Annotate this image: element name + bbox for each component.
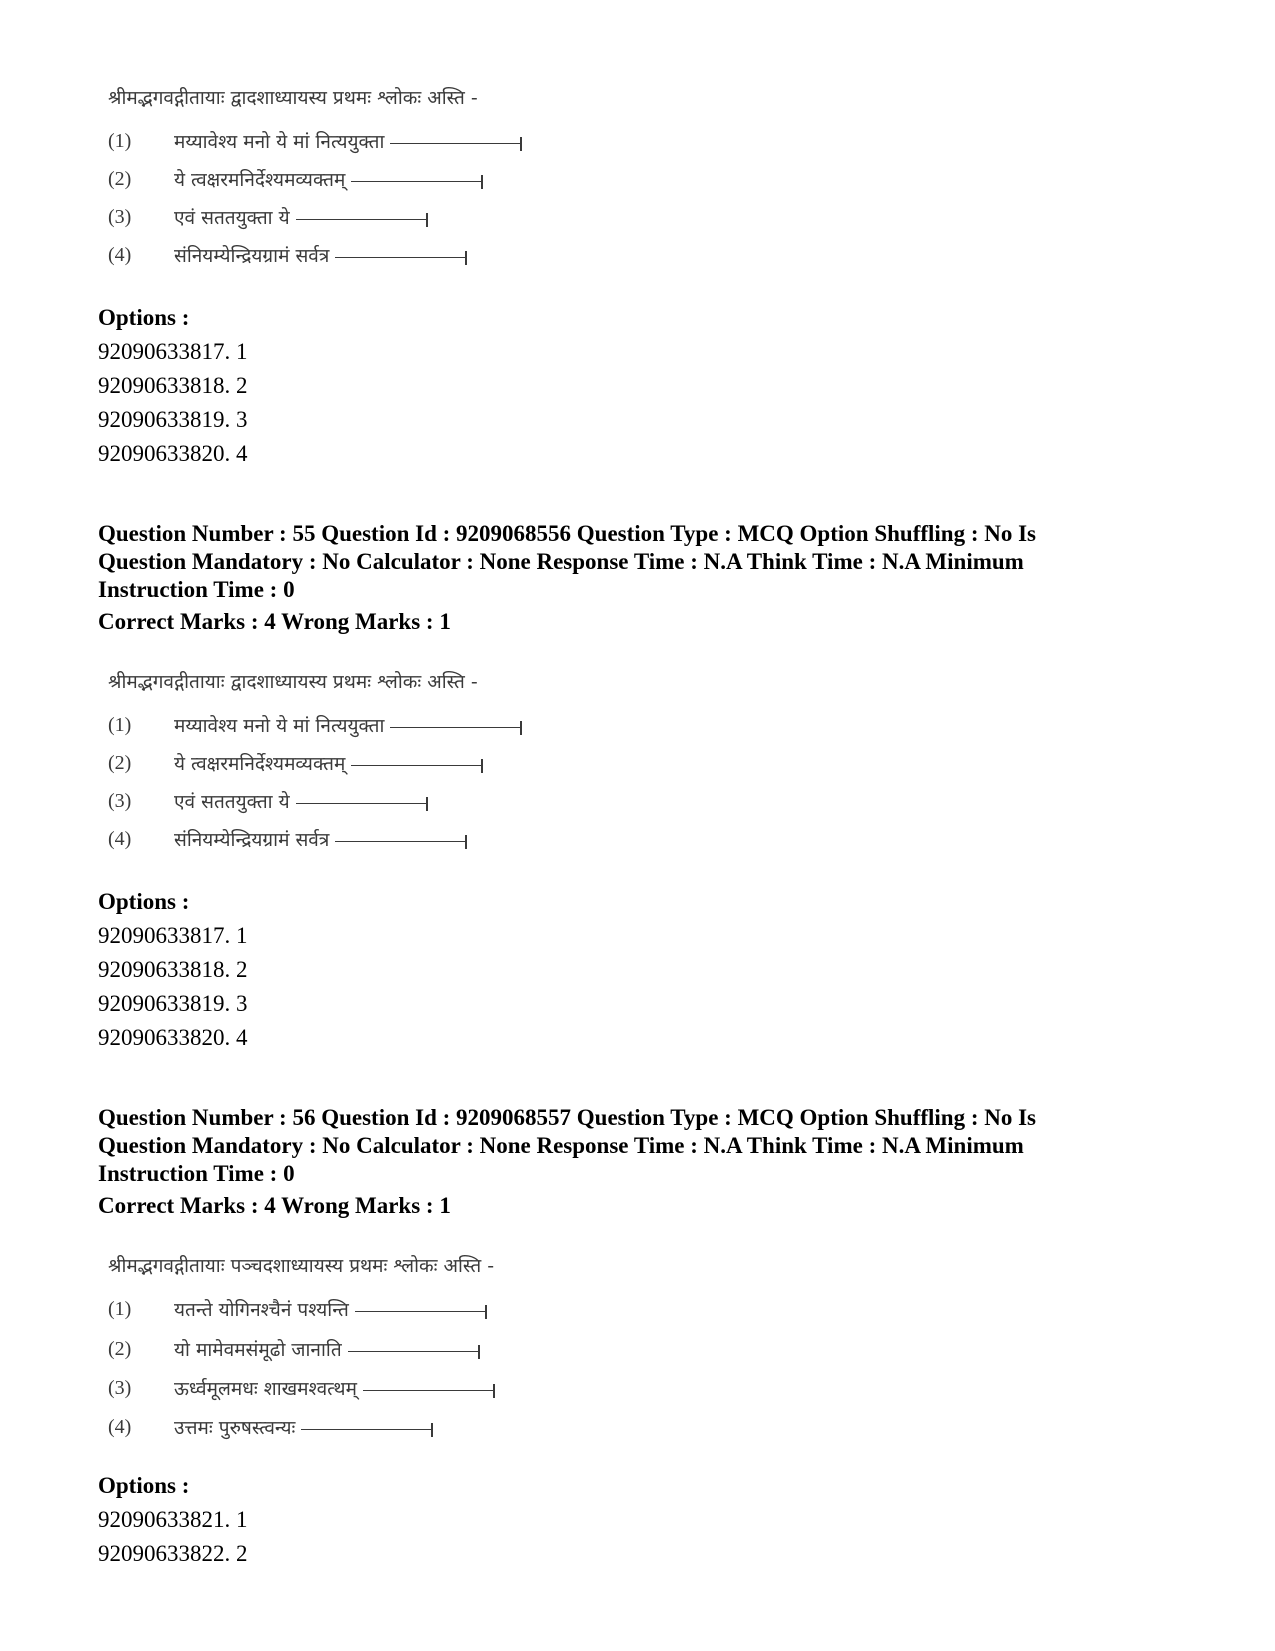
item-text: यतन्ते योगिनश्चैनं पश्यन्ति bbox=[174, 1299, 349, 1321]
passage-item bbox=[108, 166, 483, 192]
answer-blank bbox=[390, 143, 520, 144]
item-text: ऊर्ध्वमूलमधः शाखमश्वत्थम् bbox=[174, 1378, 357, 1400]
passage-item bbox=[108, 1296, 487, 1322]
danda-mark bbox=[465, 835, 467, 849]
item-number: (3) bbox=[108, 205, 132, 228]
item-number: (1) bbox=[108, 1297, 132, 1320]
danda-mark bbox=[426, 797, 428, 811]
option-item: 92090633822. 2 bbox=[98, 1541, 248, 1566]
option-item: 92090633818. 2 bbox=[98, 373, 248, 398]
answer-blank bbox=[351, 181, 481, 182]
danda-mark bbox=[520, 721, 522, 735]
marks-line: Correct Marks : 4 Wrong Marks : 1 bbox=[98, 609, 451, 634]
option-item: 92090633820. 4 bbox=[98, 441, 248, 466]
answer-blank bbox=[296, 803, 426, 804]
option-item: 92090633820. 4 bbox=[98, 1025, 248, 1050]
item-number: (1) bbox=[108, 713, 132, 736]
option-item: 92090633817. 1 bbox=[98, 339, 248, 364]
question-header-line: Question Mandatory : No Calculator : None Response Time : N.A Think Time : N.A Minimum bbox=[98, 1133, 1024, 1158]
answer-blank bbox=[355, 1311, 485, 1312]
item-text: एवं सततयुक्ता ये bbox=[174, 207, 290, 229]
answer-blank bbox=[296, 219, 426, 220]
options-label: Options : bbox=[98, 305, 190, 330]
item-number: (2) bbox=[108, 1337, 132, 1360]
passage-item bbox=[108, 788, 428, 814]
passage-item bbox=[108, 712, 522, 738]
passage-prompt: श्रीमद्भगवद्गीतायाः द्वादशाध्यायस्य प्रथमः श्लोकः अस्ति - bbox=[108, 87, 478, 109]
question-header bbox=[98, 520, 1178, 604]
passage-image bbox=[98, 668, 638, 858]
answer-blank bbox=[301, 1429, 431, 1430]
passage-item bbox=[108, 242, 467, 268]
item-text: ये त्वक्षरमनिर्देश्यमव्यक्तम् bbox=[174, 169, 346, 191]
danda-mark bbox=[520, 137, 522, 151]
danda-mark bbox=[485, 1305, 487, 1319]
item-number: (2) bbox=[108, 751, 132, 774]
item-number: (4) bbox=[108, 243, 132, 266]
danda-mark bbox=[431, 1423, 433, 1437]
answer-blank bbox=[335, 841, 465, 842]
answer-blank bbox=[335, 257, 465, 258]
item-text: उत्तमः पुरुषस्त्वन्यः bbox=[174, 1417, 296, 1439]
question-header-line: Instruction Time : 0 bbox=[98, 577, 295, 602]
passage-item bbox=[108, 1336, 480, 1362]
item-text: संनियम्येन्द्रियग्रामं सर्वत्र bbox=[174, 829, 330, 851]
danda-mark bbox=[481, 759, 483, 773]
answer-blank bbox=[351, 765, 481, 766]
answer-blank bbox=[363, 1390, 493, 1391]
options-label: Options : bbox=[98, 889, 190, 914]
item-number: (1) bbox=[108, 129, 132, 152]
danda-mark bbox=[478, 1345, 480, 1359]
item-number: (3) bbox=[108, 789, 132, 812]
passage-prompt: श्रीमद्भगवद्गीतायाः द्वादशाध्यायस्य प्रथमः श्लोकः अस्ति - bbox=[108, 671, 478, 693]
item-text: एवं सततयुक्ता ये bbox=[174, 791, 290, 813]
danda-mark bbox=[481, 175, 483, 189]
passage-item bbox=[108, 826, 467, 852]
option-item: 92090633819. 3 bbox=[98, 407, 248, 432]
passage-item bbox=[108, 128, 522, 154]
passage-image bbox=[98, 1252, 638, 1442]
item-text: मय्यावेश्य मनो ये मां नित्ययुक्ता bbox=[174, 131, 385, 153]
danda-mark bbox=[465, 251, 467, 265]
item-number: (2) bbox=[108, 167, 132, 190]
passage-item bbox=[108, 750, 483, 776]
danda-mark bbox=[493, 1384, 495, 1398]
option-item: 92090633821. 1 bbox=[98, 1507, 248, 1532]
option-item: 92090633818. 2 bbox=[98, 957, 248, 982]
item-number: (3) bbox=[108, 1376, 132, 1399]
options-label: Options : bbox=[98, 1473, 190, 1498]
item-text: संनियम्येन्द्रियग्रामं सर्वत्र bbox=[174, 245, 330, 267]
danda-mark bbox=[426, 213, 428, 227]
passage-item bbox=[108, 1414, 433, 1440]
question-header bbox=[98, 1104, 1178, 1188]
question-header-line: Question Number : 56 Question Id : 9209068557 Question Type : MCQ Option Shuffling : No Is bbox=[98, 1105, 1037, 1130]
question-header-line: Instruction Time : 0 bbox=[98, 1161, 295, 1186]
marks-line: Correct Marks : 4 Wrong Marks : 1 bbox=[98, 1193, 451, 1218]
item-text: ये त्वक्षरमनिर्देश्यमव्यक्तम् bbox=[174, 753, 346, 775]
option-item: 92090633819. 3 bbox=[98, 991, 248, 1016]
passage-item bbox=[108, 204, 428, 230]
question-header-line: Question Mandatory : No Calculator : None Response Time : N.A Think Time : N.A Minimum bbox=[98, 549, 1024, 574]
item-text: यो मामेवमसंमूढो जानाति bbox=[174, 1339, 342, 1361]
item-number: (4) bbox=[108, 827, 132, 850]
question-header-line: Question Number : 55 Question Id : 9209068556 Question Type : MCQ Option Shuffling : No Is bbox=[98, 521, 1037, 546]
passage-image bbox=[98, 84, 638, 274]
answer-blank bbox=[390, 727, 520, 728]
passage-prompt: श्रीमद्भगवद्गीतायाः पञ्चदशाध्यायस्य प्रथमः श्लोकः अस्ति - bbox=[108, 1255, 495, 1277]
answer-blank bbox=[348, 1351, 478, 1352]
option-item: 92090633817. 1 bbox=[98, 923, 248, 948]
passage-item bbox=[108, 1375, 495, 1401]
item-number: (4) bbox=[108, 1415, 132, 1438]
item-text: मय्यावेश्य मनो ये मां नित्ययुक्ता bbox=[174, 715, 385, 737]
